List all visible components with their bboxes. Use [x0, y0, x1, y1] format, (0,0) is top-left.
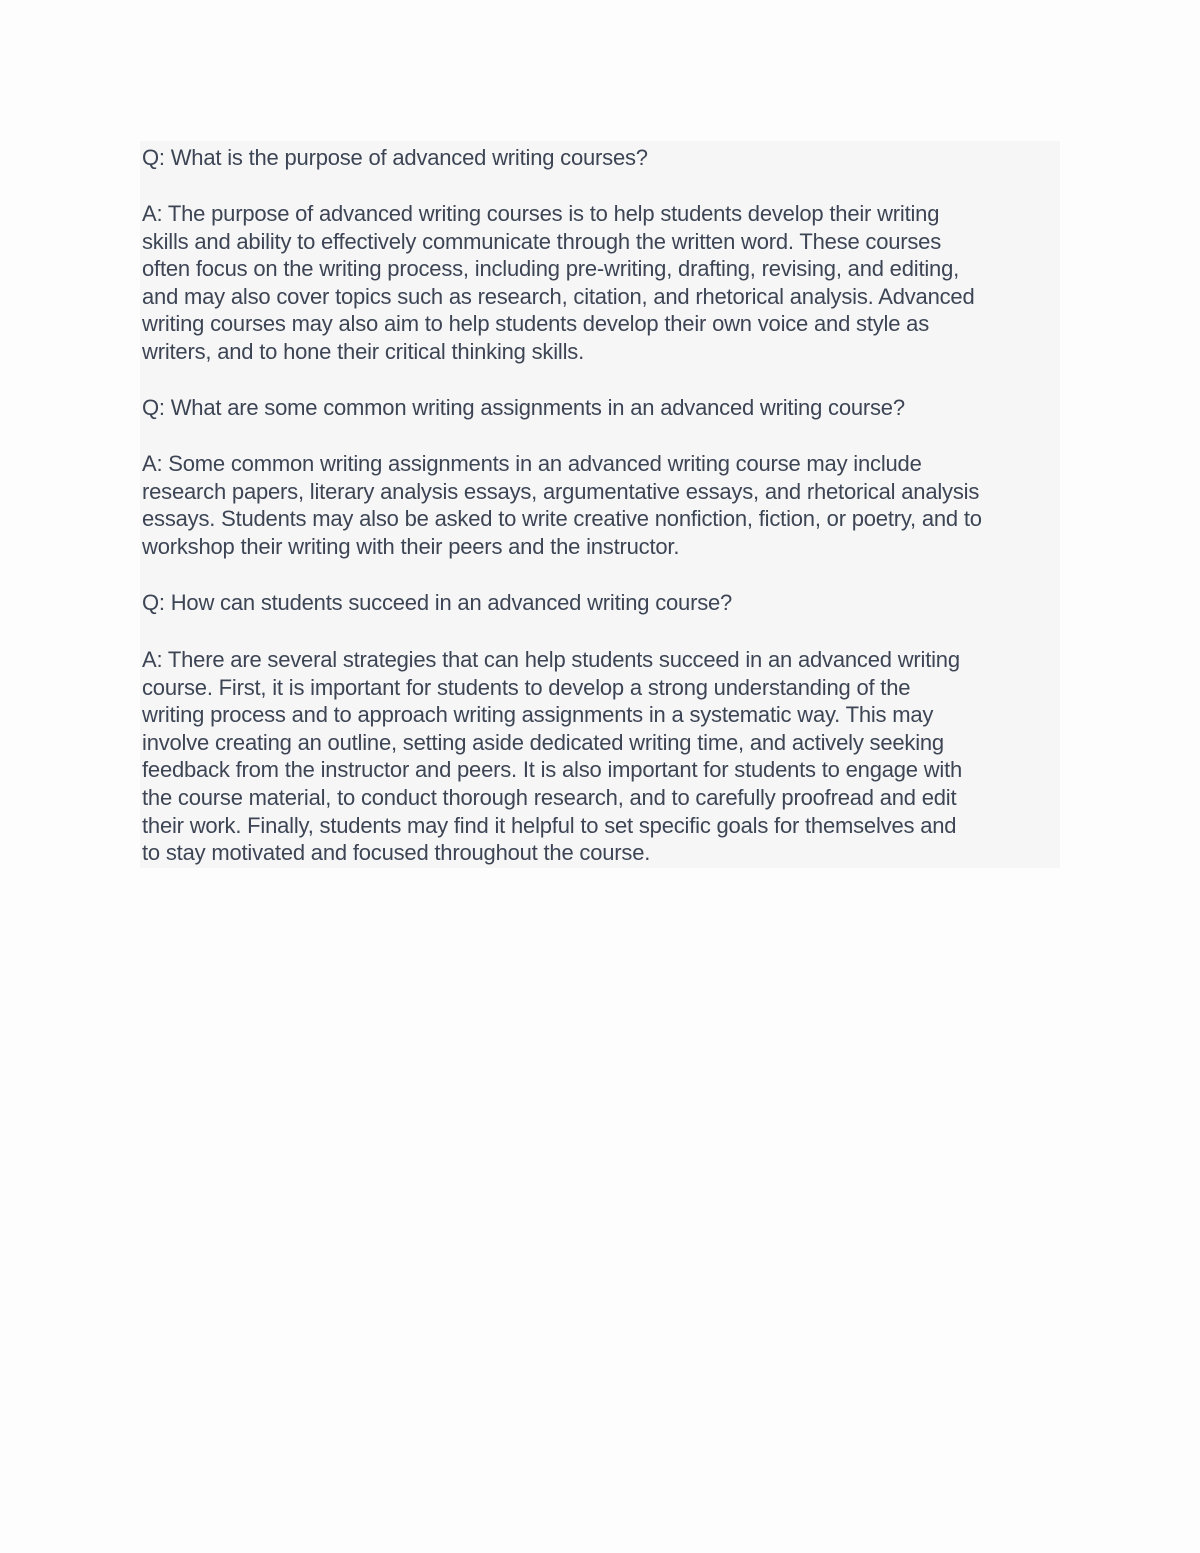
answer-1: A: The purpose of advanced writing courses is to help students develop their writing skills and ability to effectively communicate through the written word. These courses often focus on the writing process, including pre-writing, drafting, revising, and editing, and may also cover topics such as research, citation, and rhetorical analysis. Advanced writing courses may also aim to help students develop their own voice and style as writers, and to hone their critical thinking skills.	[142, 201, 975, 364]
qa-text-block	[140, 141, 1060, 868]
question-2: Q: What are some common writing assignments in an advanced writing course?	[142, 395, 905, 420]
question-1: Q: What is the purpose of advanced writing courses?	[142, 145, 648, 170]
answer-2: A: Some common writing assignments in an advanced writing course may include research papers, literary analysis essays, argumentative essays, and rhetorical analysis essays. Students may also be asked to write creative nonfiction, fiction, or poetry, and to workshop their writing with their peers and the instructor.	[142, 451, 982, 559]
question-3: Q: How can students succeed in an advanced writing course?	[142, 590, 733, 615]
answer-3: A: There are several strategies that can help students succeed in an advanced writing course. First, it is important for students to develop a strong understanding of the writing process and to approach writing assignments in a systematic way. This may involve creating an outline, setting aside dedicated writing time, and actively seeking feedback from the instructor and peers. It is also important for students to engage with the course material, to conduct thorough research, and to carefully proofread and edit their work. Finally, students may find it helpful to set specific goals for themselves and to stay motivated and focused throughout the course.	[142, 647, 963, 866]
